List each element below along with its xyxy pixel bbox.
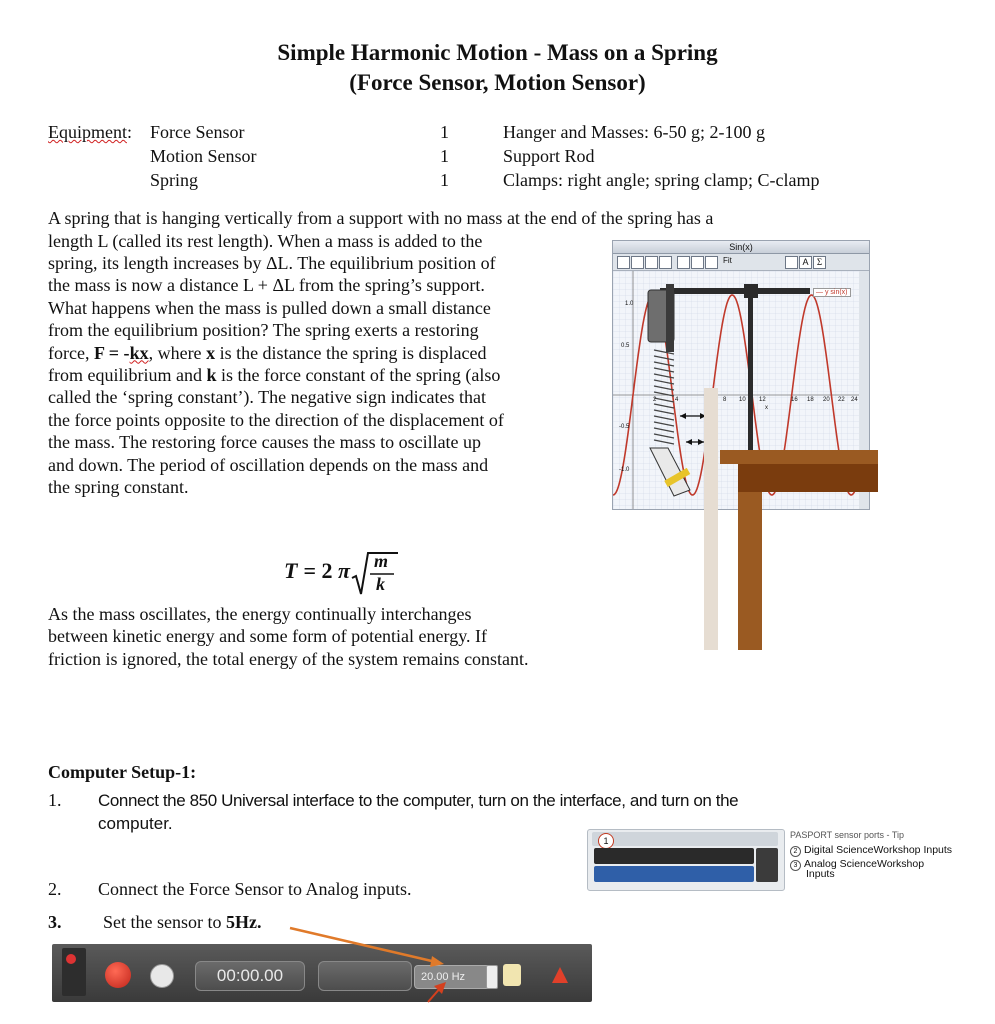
statistics-icon[interactable]: Σ [813,256,826,269]
energy-line: As the mass oscillates, the energy continually interchanges [48,604,472,624]
intro-line: A spring that is hanging vertically from a support with no mass at the end of the spring has a [48,208,714,228]
step-text: computer. [98,814,173,833]
equipment-extra: Clamps: right angle; spring clamp; C-clamp [503,170,820,190]
equipment-item-name: Force Sensor [150,122,245,142]
callout-badge: 1 [598,833,614,849]
x-tick: 22 [838,397,845,403]
k-definition-line: from equilibrium and k is the force constant of the spring (also [48,365,501,385]
x-axis-label: x [765,405,768,411]
x-tick: 24 [851,397,858,403]
page-title: Simple Harmonic Motion - Mass on a Spring [277,40,718,65]
x-tick: 2 [653,397,657,403]
note-icon[interactable] [785,256,798,269]
y-tick: -0.5 [619,424,630,430]
input-list-item: Inputs [806,868,835,880]
sampling-mode-icon[interactable] [150,964,174,988]
page-subtitle: (Force Sensor, Motion Sensor) [349,70,646,95]
step-number: 3. [48,912,62,932]
x-tick: 18 [807,397,814,403]
step-text: Connect the 850 Universal interface to the computer, turn on the interface, and turn on the [98,791,739,810]
fit-menu[interactable]: Fit [723,256,732,265]
slope-tool-icon[interactable] [705,256,718,269]
y-tick: 0.5 [621,343,630,349]
x-tick: 12 [759,397,766,403]
y-tick: -1.0 [619,467,630,473]
equipment-item-name: Spring [150,170,199,190]
record-mode-icon[interactable] [66,954,76,964]
callout-arrows [260,920,490,1004]
record-button[interactable] [105,962,131,988]
intro-line: the spring constant. [48,477,189,497]
data-summary-icon[interactable] [503,964,521,986]
graph-toolbar [613,254,869,271]
zoom-in-icon[interactable] [631,256,644,269]
equipment-extra: Hanger and Masses: 6-50 g; 2-100 g [503,122,765,142]
step-number: 1. [48,790,62,810]
equipment-extra: Support Rod [503,146,595,166]
apparatus-drawing [610,270,880,650]
y-tick: 1.0 [625,301,634,307]
x-tick: 10 [739,397,746,403]
intro-line: the force points opposite to the direction of the displacement of [48,409,504,430]
interface-850-image [587,829,785,891]
period-formula: T = 2 π m k [284,550,414,598]
intro-line: and down. The period of oscillation depends on the mass and [48,454,489,475]
autoscale-icon[interactable] [617,256,630,269]
equipment-qty: 1 [440,170,449,190]
x-tick: 8 [723,397,727,403]
setup-heading: Computer Setup-1: [48,762,197,782]
color-tool-icon[interactable] [548,963,572,987]
force-law-line: force, F = -kx, where x is the distance the spring is displaced [48,342,487,363]
text-annotation-icon[interactable]: A [799,256,812,269]
intro-line: called the ‘spring constant’). The negative sign indicates that [48,387,487,408]
equipment-qty: 1 [440,146,449,166]
graph-title-bar: Sin(x) [613,241,869,254]
zoom-out-icon[interactable] [645,256,658,269]
intro-line: the mass. The restoring force causes the mass to oscillate up [48,432,482,453]
step-text: Set the sensor to 5Hz. [103,912,262,932]
x-tick: 20 [823,397,830,403]
zoom-select-icon[interactable] [659,256,672,269]
input-list-item: 2 Digital ScienceWorkshop Inputs [790,844,952,857]
graph-legend: — y sin(x) [813,288,851,297]
energy-line: between kinetic energy and some form of potential energy. If [48,626,488,647]
intro-line: length L (called its rest length). When a mass is added to the [48,230,483,251]
timer-display: 00:00.00 [195,961,305,991]
ports-header: PASPORT sensor ports - Tip [790,830,905,840]
input-list-item: 3 Analog ScienceWorkshop [790,858,924,871]
data-icon[interactable] [677,256,690,269]
intro-line: the mass is now a distance L + ΔL from the spring’s support. [48,275,485,296]
step-text: Connect the Force Sensor to Analog inputs. [98,879,412,899]
intro-line: What happens when the mass is pulled down a small distance [48,297,491,318]
intro-line: from the equilibrium position? The spring exerts a restoring [48,320,479,341]
sample-rate-field[interactable]: 20.00 Hz [414,965,494,989]
equipment-item-name: Motion Sensor [150,146,257,166]
smart-tool-icon[interactable] [691,256,704,269]
equipment-qty: 1 [440,122,449,142]
x-tick: 16 [791,397,798,403]
equipment-label: Equipment: [48,122,133,142]
energy-line: friction is ignored, the total energy of the system remains constant. [48,648,529,669]
intro-line: spring, its length increases by ΔL. The equilibrium position of [48,253,496,273]
x-tick: 4 [675,397,679,403]
step-number: 2. [48,879,62,899]
